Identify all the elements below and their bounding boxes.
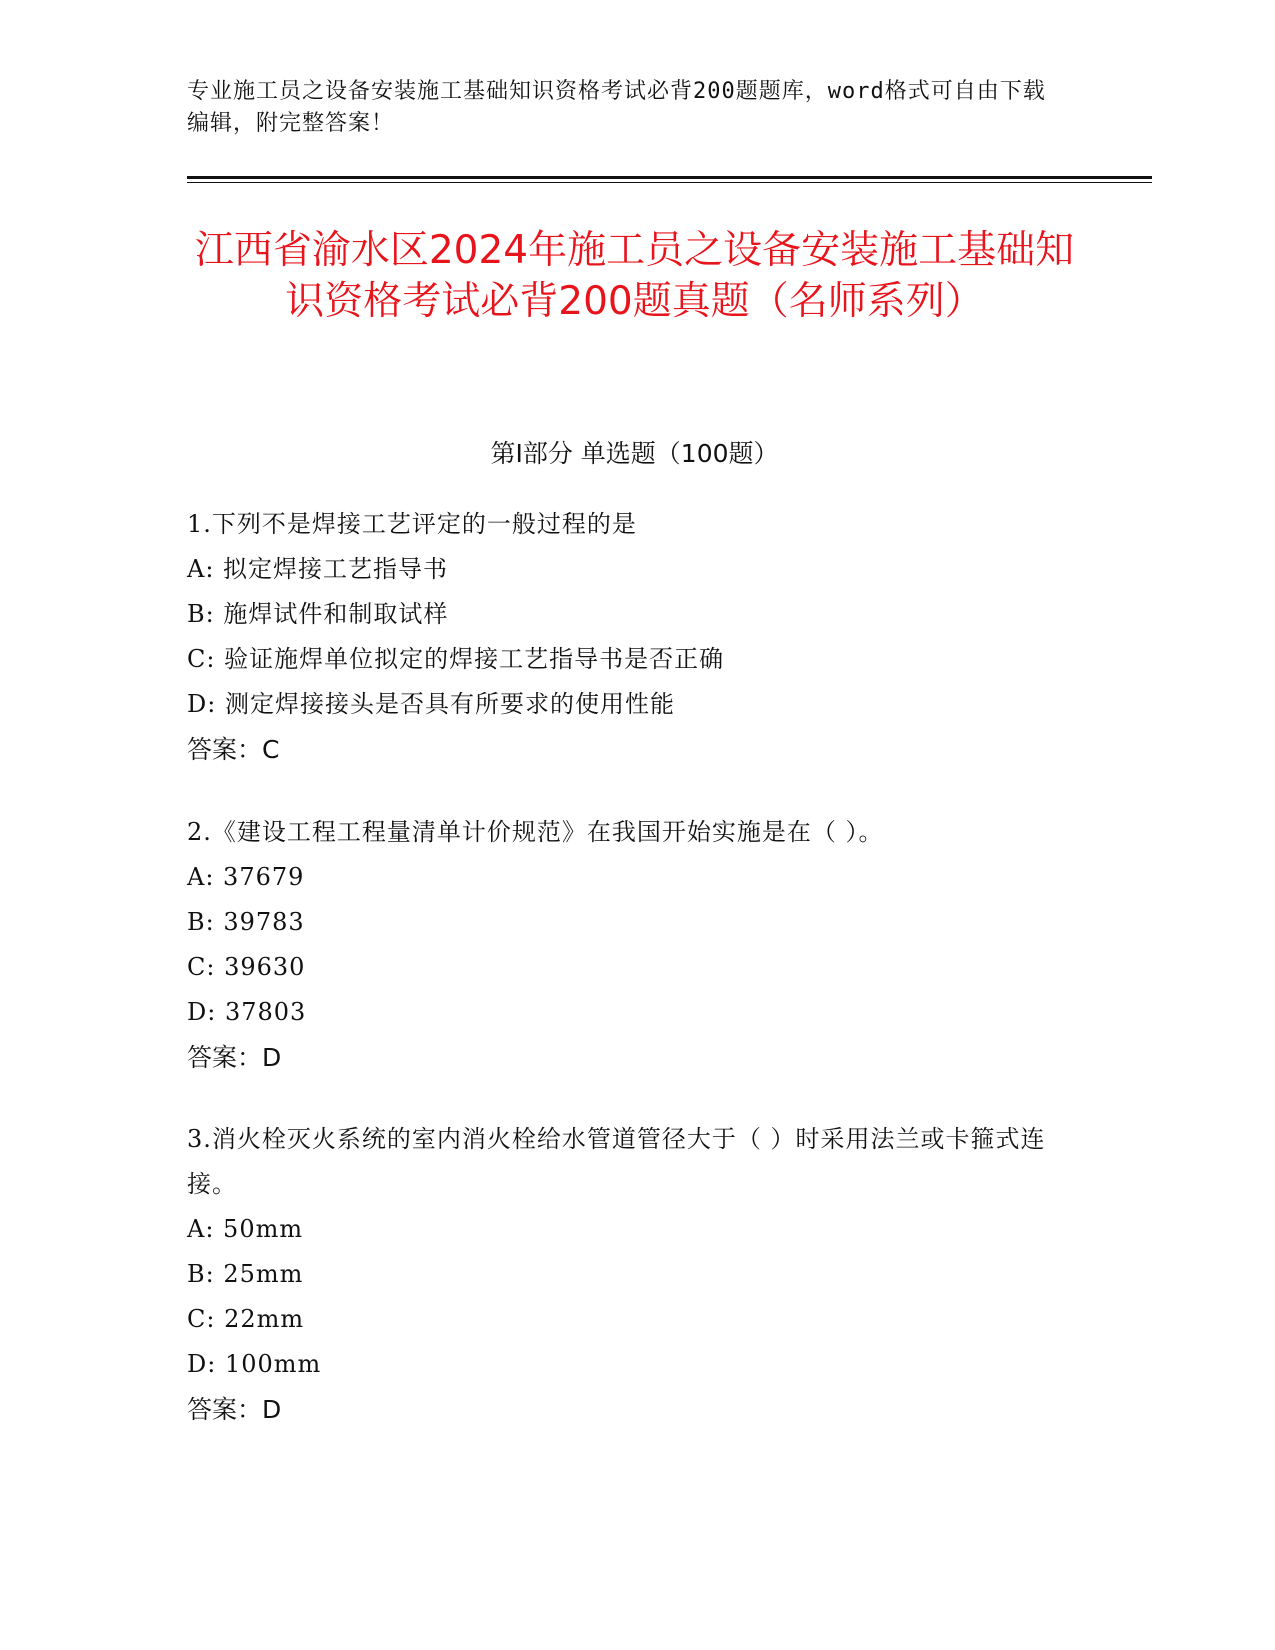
header-rule-thick — [187, 176, 1152, 179]
question-stem: 3.消火栓灭火系统的室内消火栓给水管道管径大于（ ）时采用法兰或卡箍式连接。 — [187, 1125, 1046, 1198]
question-1 — [187, 502, 1087, 772]
header-rule-thin — [187, 182, 1152, 183]
option-a: A: 37679 — [187, 863, 305, 891]
option-b: B: 施焊试件和制取试样 — [187, 600, 449, 628]
question-3 — [187, 1117, 1087, 1432]
option-d: D: 测定焊接接头是否具有所要求的使用性能 — [187, 690, 675, 718]
option-c: C: 验证施焊单位拟定的焊接工艺指导书是否正确 — [187, 645, 725, 673]
header-note: 专业施工员之设备安装施工基础知识资格考试必背200题题库，word格式可自由下载编辑，附完整答案！ — [187, 79, 1046, 136]
question-stem: 1.下列不是焊接工艺评定的一般过程的是 — [187, 510, 637, 538]
option-a: A: 拟定焊接工艺指导书 — [187, 555, 449, 583]
option-b: B: 39783 — [187, 908, 305, 936]
answer: 答案：C — [187, 735, 280, 764]
option-a: A: 50mm — [187, 1215, 304, 1243]
question-2 — [187, 810, 1087, 1080]
option-c: C: 39630 — [187, 953, 306, 981]
answer: 答案：D — [187, 1043, 282, 1072]
question-stem: 2.《建设工程工程量清单计价规范》在我国开始实施是在（ ）。 — [187, 818, 884, 846]
option-d: D: 100mm — [187, 1350, 322, 1378]
section-heading: 第I部分 单选题（100题） — [490, 439, 779, 468]
document-title: 江西省渝水区2024年施工员之设备安装施工基础知识资格考试必背200题真题（名师系列） — [194, 228, 1075, 324]
option-c: C: 22mm — [187, 1305, 305, 1333]
answer: 答案：D — [187, 1395, 282, 1424]
option-d: D: 37803 — [187, 998, 307, 1026]
option-b: B: 25mm — [187, 1260, 304, 1288]
